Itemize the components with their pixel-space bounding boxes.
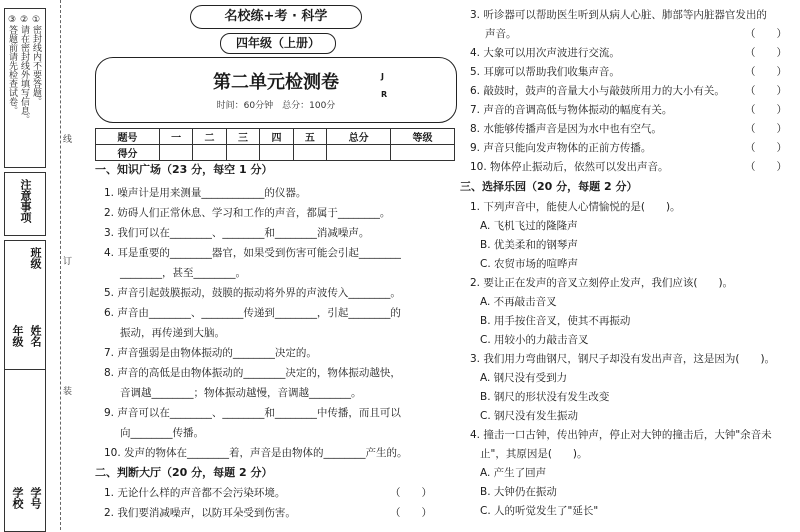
s3-option[interactable]: C. 农贸市场的喧哗声 bbox=[480, 258, 579, 270]
score-cell[interactable] bbox=[391, 145, 455, 161]
s3-line: 4. 撞击一口古钟，传出钟声，停止对大钟的撞击后，大钟"余音未 bbox=[470, 429, 772, 441]
s2-line: 1. 无论什么样的声音都不会污染环境。 bbox=[104, 487, 286, 499]
s2-line: 声音。 bbox=[485, 28, 517, 40]
section-2-heading: 二、判断大厅（20 分，每题 2 分） bbox=[95, 466, 273, 479]
s3-option[interactable]: C. 用较小的力敲击音叉 bbox=[480, 334, 589, 346]
s1-line: 8. 声音的高低是由物体振动的________决定的，物体振动越快， bbox=[104, 367, 401, 379]
score-header-cell: 总分 bbox=[327, 129, 391, 145]
answer-paren[interactable]: （ ） bbox=[745, 123, 787, 135]
answer-paren[interactable]: （ ） bbox=[745, 104, 787, 116]
s3-option[interactable]: B. 大钟仍在振动 bbox=[480, 486, 557, 498]
s2-line: 10. 物体停止振动后，依然可以发出声音。 bbox=[470, 161, 669, 173]
s2-line: 9. 声音只能向发声物体的正前方传播。 bbox=[470, 142, 652, 154]
s1-line: 2. 妨碍人们正常休息、学习和工作的声音，都属于________。 bbox=[104, 207, 391, 219]
school-field-label: 学校 bbox=[11, 487, 24, 509]
s2-line: 8. 水能够传播声音是因为水中也有空气。 bbox=[470, 123, 662, 135]
section-1-heading: 一、知识广场（23 分，每空 1 分） bbox=[95, 163, 273, 176]
score-cell[interactable] bbox=[159, 145, 192, 161]
s3-option[interactable]: B. 钢尺的形状没有发生改变 bbox=[480, 391, 610, 403]
grade-banner: 四年级（上册） bbox=[220, 33, 336, 54]
notes-box bbox=[4, 8, 46, 168]
s3-line: 3. 我们用力弯曲钢尺，钢尺子却没有发出声音，这是因为( )。 bbox=[470, 353, 776, 365]
s3-option[interactable]: A. 产生了回声 bbox=[480, 467, 547, 479]
s3-option[interactable]: C. 人的听觉发生了"延长" bbox=[480, 505, 599, 517]
note-3: ③答题前请先检查试卷。 bbox=[7, 15, 17, 115]
name-field-label: 姓名 bbox=[29, 325, 42, 347]
page-title: 第二单元检测卷 bbox=[213, 72, 339, 93]
s3-line: 止"，其原因是( )。 bbox=[480, 448, 588, 460]
answer-paren[interactable]: （ ） bbox=[745, 161, 787, 173]
s2-line: 2. 我们要消减噪声，以防耳朵受到伤害。 bbox=[104, 507, 296, 519]
s1-line: 10. 发声的物体在________着，声音是由物体的________产生的。 bbox=[104, 447, 408, 459]
answer-paren[interactable]: （ ） bbox=[745, 47, 787, 59]
s3-line: 1. 下列声音中，能使人心情愉悦的是( )。 bbox=[470, 201, 681, 213]
s3-option[interactable]: B. 优美柔和的钢琴声 bbox=[480, 239, 578, 251]
info-divider bbox=[5, 369, 45, 370]
score-table-header-row bbox=[96, 129, 455, 145]
s1-line: 向________传播。 bbox=[120, 427, 204, 439]
edition-mark-j: J bbox=[381, 72, 384, 81]
s2-line: 6. 敲鼓时，鼓声的音量大小与敲鼓所用力的大小有关。 bbox=[470, 85, 725, 97]
series-banner: 名校练+考 · 科学 bbox=[190, 5, 362, 29]
s3-option[interactable]: A. 钢尺没有受到力 bbox=[480, 372, 568, 384]
score-cell[interactable] bbox=[293, 145, 326, 161]
cut-mark-line: 线 bbox=[63, 135, 73, 145]
answer-paren[interactable]: （ ） bbox=[745, 28, 787, 40]
score-cell[interactable] bbox=[260, 145, 293, 161]
score-header-cell: 二 bbox=[193, 129, 226, 145]
score-cell[interactable] bbox=[226, 145, 259, 161]
s1-line: 音调越________；物体振动越慢，音调越________。 bbox=[120, 387, 362, 399]
s1-line: 7. 声音强弱是由物体振动的________决定的。 bbox=[104, 347, 317, 359]
edition-mark-r: R bbox=[381, 90, 388, 99]
s1-line: 4. 耳是重要的________器官，如果受到伤害可能会引起________ bbox=[104, 247, 401, 259]
s2-line: 3. 听诊器可以帮助医生听到从病人心脏、肺部等内脏器官发出的 bbox=[470, 9, 767, 21]
time-score-info: 时间：60分钟 总分：100分 bbox=[216, 101, 336, 111]
section-3-heading: 三、选择乐园（20 分，每题 2 分） bbox=[460, 180, 638, 193]
s1-line: 振动，再传递到大脑。 bbox=[120, 327, 225, 339]
score-header-cell: 四 bbox=[260, 129, 293, 145]
score-cell[interactable] bbox=[193, 145, 226, 161]
s1-line: ________，甚至________。 bbox=[120, 267, 246, 279]
notes-label-box bbox=[4, 172, 46, 236]
score-header-cell: 题号 bbox=[96, 129, 160, 145]
s3-option[interactable]: B. 用手按住音叉，使其不再振动 bbox=[480, 315, 631, 327]
score-header-cell: 五 bbox=[293, 129, 326, 145]
student-id-field-label: 学号 bbox=[29, 487, 42, 509]
s3-option[interactable]: A. 飞机飞过的隆隆声 bbox=[480, 220, 578, 232]
class-field-label: 班级 bbox=[29, 247, 42, 269]
notes-label: 注意事项 bbox=[19, 179, 32, 223]
answer-paren[interactable]: （ ） bbox=[390, 507, 432, 519]
score-row-label: 得分 bbox=[96, 145, 160, 161]
s3-option[interactable]: C. 钢尺没有发生振动 bbox=[480, 410, 579, 422]
seal-line bbox=[60, 0, 61, 530]
score-header-cell: 一 bbox=[159, 129, 192, 145]
s1-line: 6. 声音由________、________传递到________，引起________的 bbox=[104, 307, 401, 319]
s1-line: 3. 我们可以在________、________和________消减噪声。 bbox=[104, 227, 370, 239]
s2-line: 4. 大象可以用次声波进行交流。 bbox=[470, 47, 620, 59]
grade-field-label: 年级 bbox=[11, 325, 24, 347]
answer-paren[interactable]: （ ） bbox=[745, 66, 787, 78]
info-box bbox=[4, 240, 46, 532]
score-header-cell: 等级 bbox=[391, 129, 455, 145]
s2-line: 5. 耳廓可以帮助我们收集声音。 bbox=[470, 66, 620, 78]
score-cell[interactable] bbox=[327, 145, 391, 161]
score-table-score-row bbox=[96, 145, 455, 161]
answer-paren[interactable]: （ ） bbox=[745, 85, 787, 97]
cut-mark-bind: 订 bbox=[63, 257, 73, 267]
score-header-cell: 三 bbox=[226, 129, 259, 145]
s3-option[interactable]: A. 不再敲击音叉 bbox=[480, 296, 557, 308]
binding-margin bbox=[0, 0, 92, 530]
s1-line: 5. 声音引起鼓膜振动，鼓膜的振动将外界的声波传入________。 bbox=[104, 287, 401, 299]
s2-line: 7. 声音的音调高低与物体振动的幅度有关。 bbox=[470, 104, 673, 116]
note-1: ①密封线内不要答题。 bbox=[31, 15, 41, 106]
score-table bbox=[95, 128, 455, 161]
s1-line: 1. 噪声计是用来测量____________的仪器。 bbox=[104, 187, 307, 199]
title-box bbox=[95, 57, 457, 123]
answer-paren[interactable]: （ ） bbox=[390, 487, 432, 499]
s1-line: 9. 声音可以在________、________和________中传播，而且可以 bbox=[104, 407, 401, 419]
answer-paren[interactable]: （ ） bbox=[745, 142, 787, 154]
s3-line: 2. 要让正在发声的音叉立刻停止发声，我们应该( )。 bbox=[470, 277, 734, 289]
note-2: ②请在密封线外填写信息。 bbox=[19, 15, 29, 124]
cut-mark-install: 装 bbox=[63, 387, 73, 397]
